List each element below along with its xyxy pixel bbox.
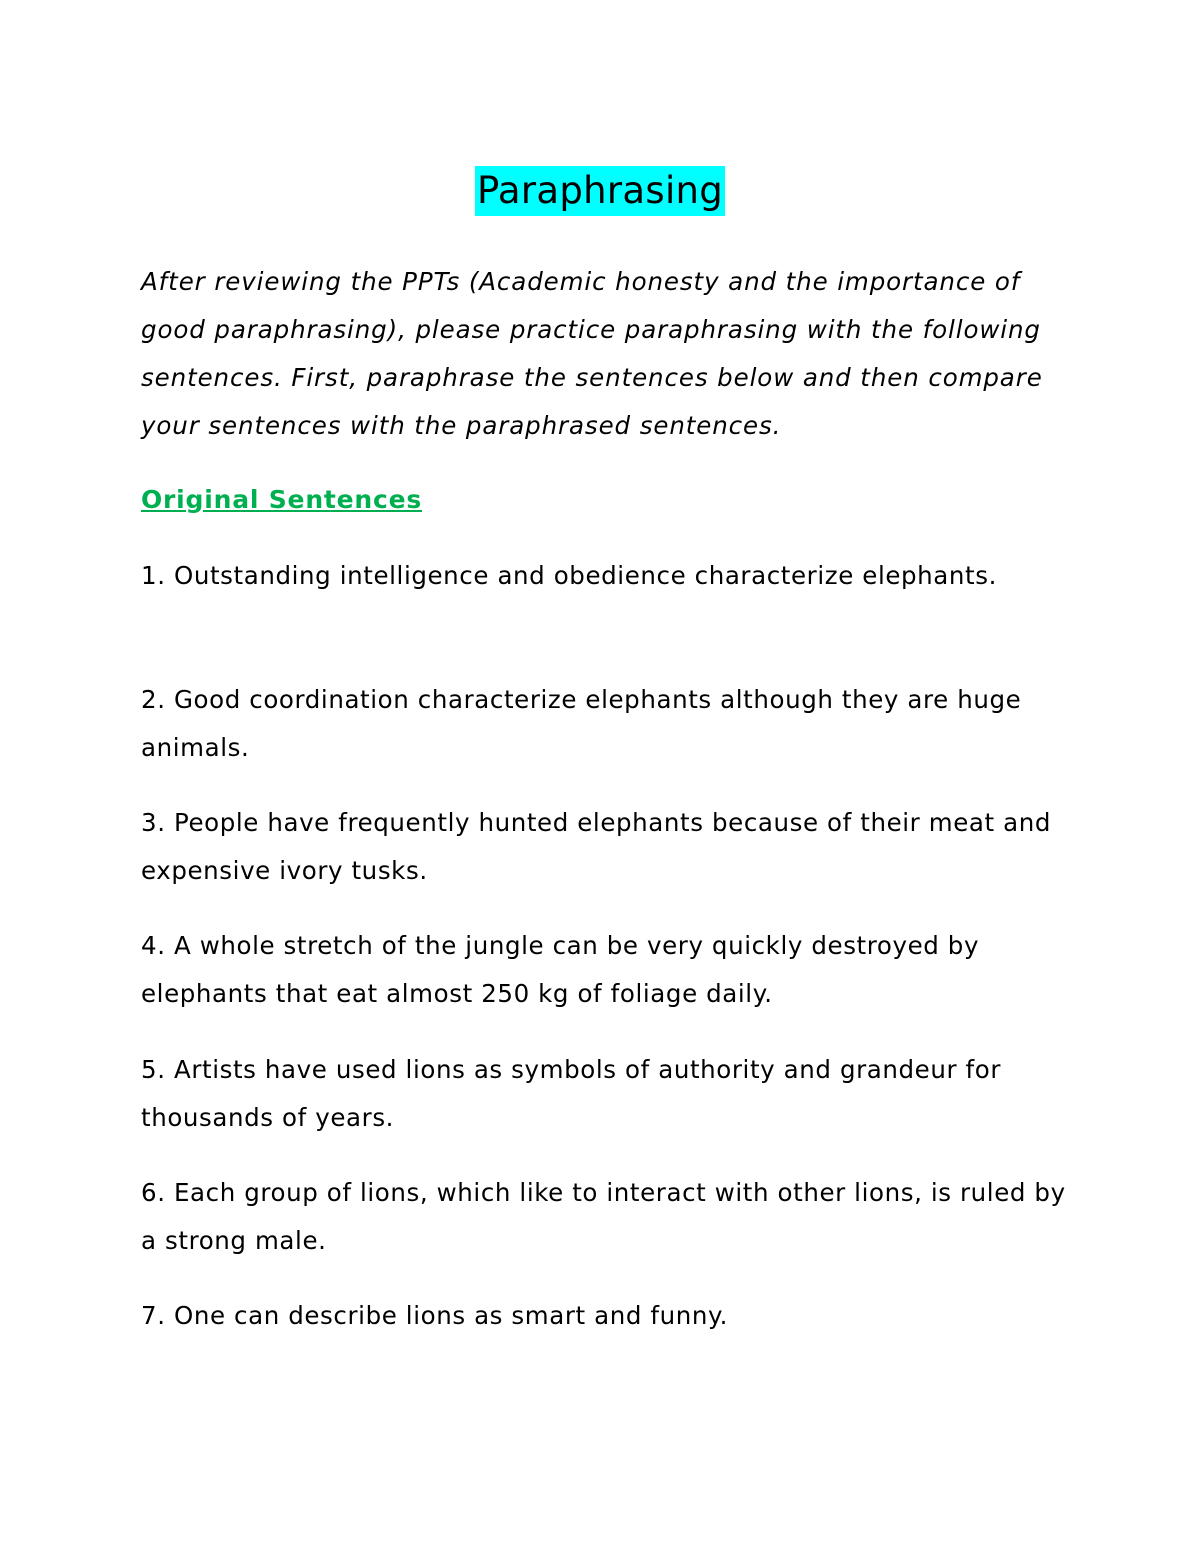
page-title: Paraphrasing bbox=[475, 166, 725, 216]
sentence-item: 6. Each group of lions, which like to interact with other lions, is ruled by a strong male. bbox=[141, 1178, 1066, 1255]
sentence-item: 4. A whole stretch of the jungle can be very quickly destroyed by elephants that eat almost 250 kg of foliage daily. bbox=[141, 931, 980, 1008]
sentence-item: 5. Artists have used lions as symbols of authority and grandeur for thousands of years. bbox=[141, 1055, 1002, 1132]
intro-paragraph: After reviewing the PPTs (Academic honesty and the importance of good paraphrasing), please practice paraphrasing with the following sentences. First, paraphrase the sentences below and then compare your sentences with the paraphrased sentences. bbox=[141, 267, 1043, 440]
sentence-item: 1. Outstanding intelligence and obedience characterize elephants. bbox=[141, 561, 998, 590]
sentence-item: 3. People have frequently hunted elephants because of their meat and expensive ivory tusks. bbox=[141, 808, 1051, 885]
sentence-item: 2. Good coordination characterize elephants although they are huge animals. bbox=[141, 685, 1022, 762]
section-heading: Original Sentences bbox=[141, 485, 423, 514]
sentence-item: 7. One can describe lions as smart and funny. bbox=[141, 1301, 729, 1330]
title-container bbox=[0, 166, 1200, 216]
